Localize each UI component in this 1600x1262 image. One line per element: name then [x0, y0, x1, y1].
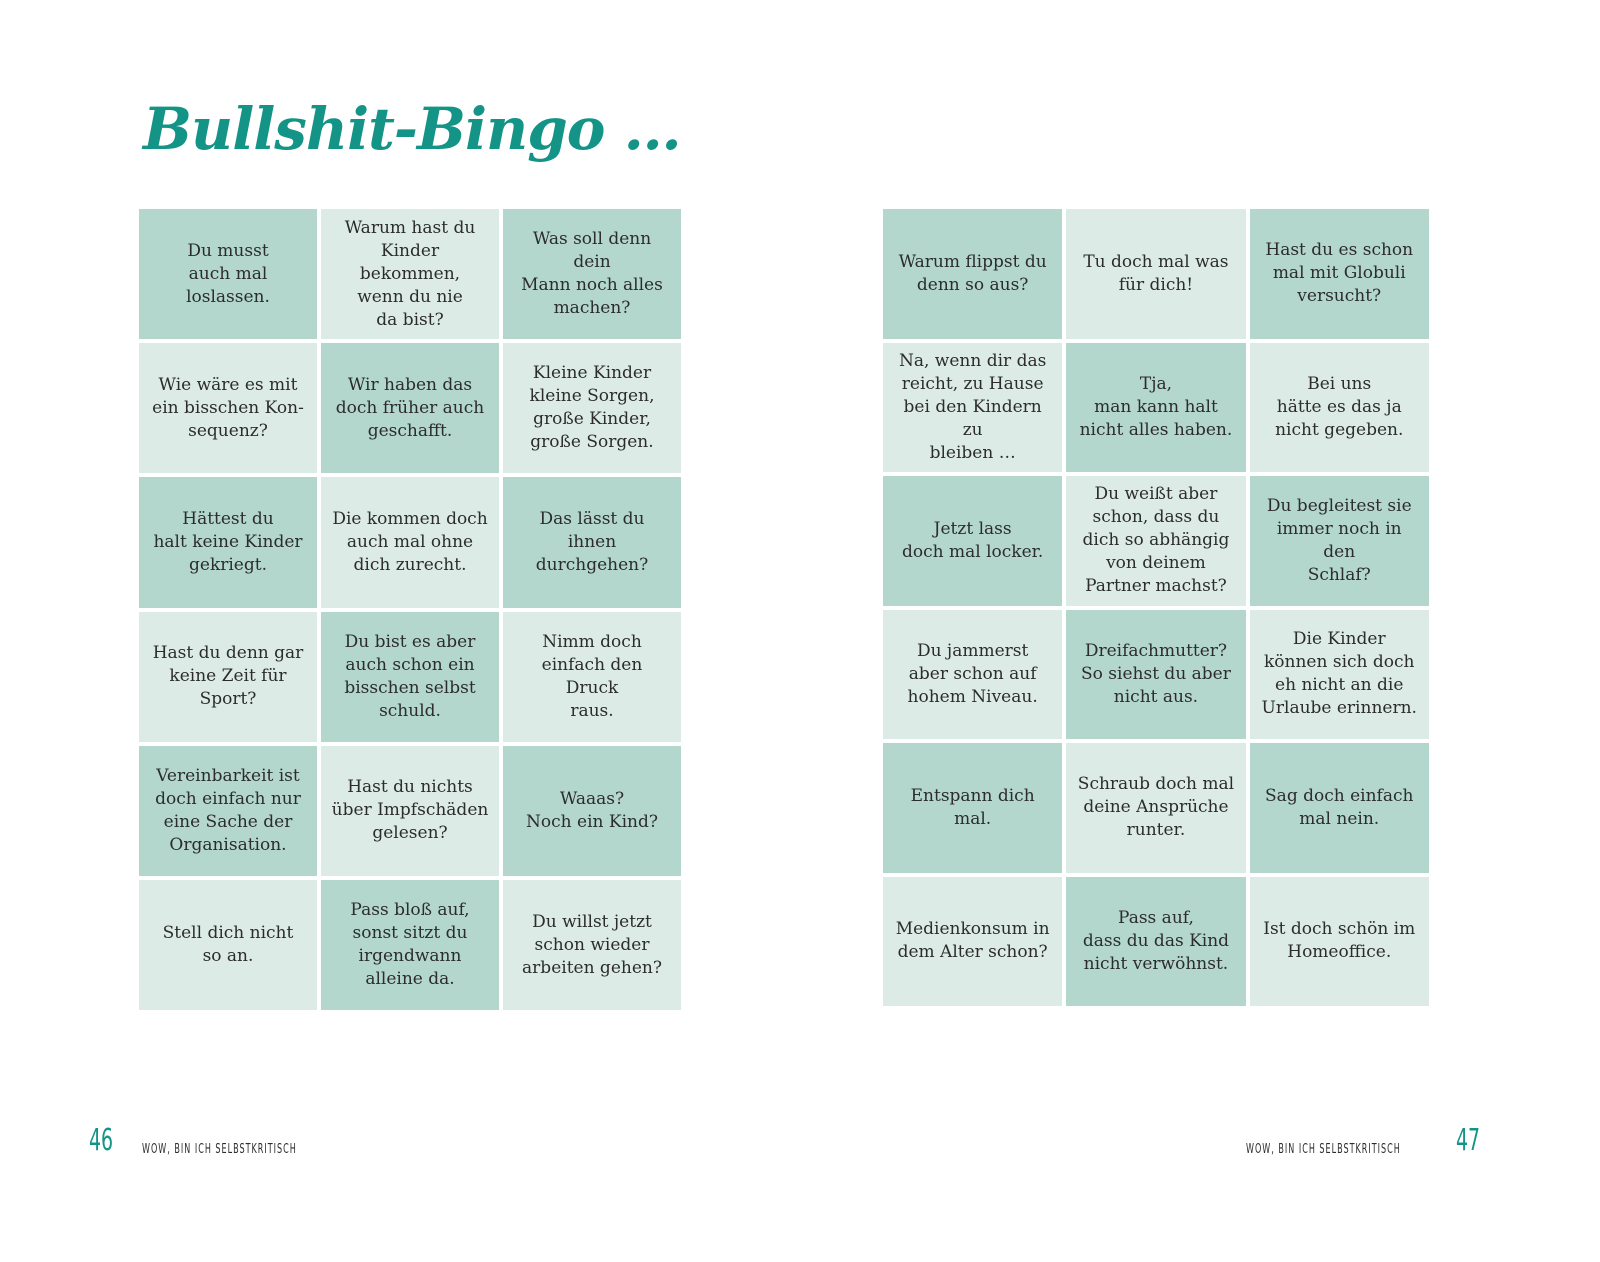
bingo-cell: Na, wenn dir das reicht, zu Hause bei den Kindern zu bleiben …	[883, 343, 1062, 473]
bingo-cell: Wir haben das doch früher auch geschafft.	[321, 343, 499, 473]
bingo-cell: Das lässt du ihnen durchgehen?	[503, 477, 681, 607]
bingo-cell: Die kommen doch auch mal ohne dich zurecht.	[321, 477, 499, 607]
bingo-cell: Hast du es schon mal mit Globuli versucht?	[1250, 209, 1429, 339]
bingo-cell: Entspann dich mal.	[883, 743, 1062, 873]
bingo-cell: Dreifachmutter? So siehst du aber nicht aus.	[1066, 610, 1245, 740]
page-number-left: 46	[89, 1123, 114, 1158]
bingo-cell: Schraub doch mal deine Ansprüche runter.	[1066, 743, 1245, 873]
bingo-cell: Medienkonsum in dem Alter schon?	[883, 877, 1062, 1007]
bingo-cell: Hast du nichts über Impfschäden gelesen?	[321, 746, 499, 876]
bingo-cell: Hättest du halt keine Kinder gekriegt.	[139, 477, 317, 607]
bingo-cell: Jetzt lass doch mal locker.	[883, 476, 1062, 606]
bingo-cell: Pass auf, dass du das Kind nicht verwöhnst.	[1066, 877, 1245, 1007]
bingo-cell: Bei uns hätte es das ja nicht gegeben.	[1250, 343, 1429, 473]
page-title: Bullshit-Bingo …	[143, 95, 681, 163]
bingo-cell: Waaas? Noch ein Kind?	[503, 746, 681, 876]
bingo-cell: Vereinbarkeit ist doch einfach nur eine Sache der Organisation.	[139, 746, 317, 876]
bingo-grid-right	[883, 209, 1427, 1006]
bingo-cell: Nimm doch einfach den Druck raus.	[503, 612, 681, 742]
bingo-cell: Du musst auch mal loslassen.	[139, 209, 317, 339]
bingo-cell: Sag doch einfach mal nein.	[1250, 743, 1429, 873]
bingo-grid-left	[139, 209, 681, 1010]
running-head-left: WOW, BIN ICH SELBSTKRITISCH	[142, 1142, 297, 1157]
bingo-cell: Kleine Kinder kleine Sorgen, große Kinder, große Sorgen.	[503, 343, 681, 473]
bingo-cell: Du begleitest sie immer noch in den Schlaf?	[1250, 476, 1429, 606]
bingo-cell: Pass bloß auf, sonst sitzt du irgendwann alleine da.	[321, 880, 499, 1010]
bingo-cell: Du willst jetzt schon wieder arbeiten gehen?	[503, 880, 681, 1010]
bingo-cell: Die Kinder können sich doch eh nicht an die Urlaube erinnern.	[1250, 610, 1429, 740]
page-number-right: 47	[1456, 1123, 1481, 1158]
bingo-cell: Warum flippst du denn so aus?	[883, 209, 1062, 339]
bingo-cell: Ist doch schön im Homeoffice.	[1250, 877, 1429, 1007]
bingo-cell: Wie wäre es mit ein bisschen Kon- sequenz?	[139, 343, 317, 473]
bingo-cell: Du jammerst aber schon auf hohem Niveau.	[883, 610, 1062, 740]
bingo-cell: Hast du denn gar keine Zeit für Sport?	[139, 612, 317, 742]
bingo-cell: Tja, man kann halt nicht alles haben.	[1066, 343, 1245, 473]
bingo-cell: Du weißt aber schon, dass du dich so abhängig von deinem Partner machst?	[1066, 476, 1245, 606]
running-head-right: WOW, BIN ICH SELBSTKRITISCH	[1246, 1142, 1401, 1157]
bingo-cell: Du bist es aber auch schon ein bisschen selbst schuld.	[321, 612, 499, 742]
bingo-cell: Warum hast du Kinder bekommen, wenn du nie da bist?	[321, 209, 499, 339]
bingo-cell: Tu doch mal was für dich!	[1066, 209, 1245, 339]
bingo-cell: Was soll denn dein Mann noch alles machen?	[503, 209, 681, 339]
bingo-cell: Stell dich nicht so an.	[139, 880, 317, 1010]
